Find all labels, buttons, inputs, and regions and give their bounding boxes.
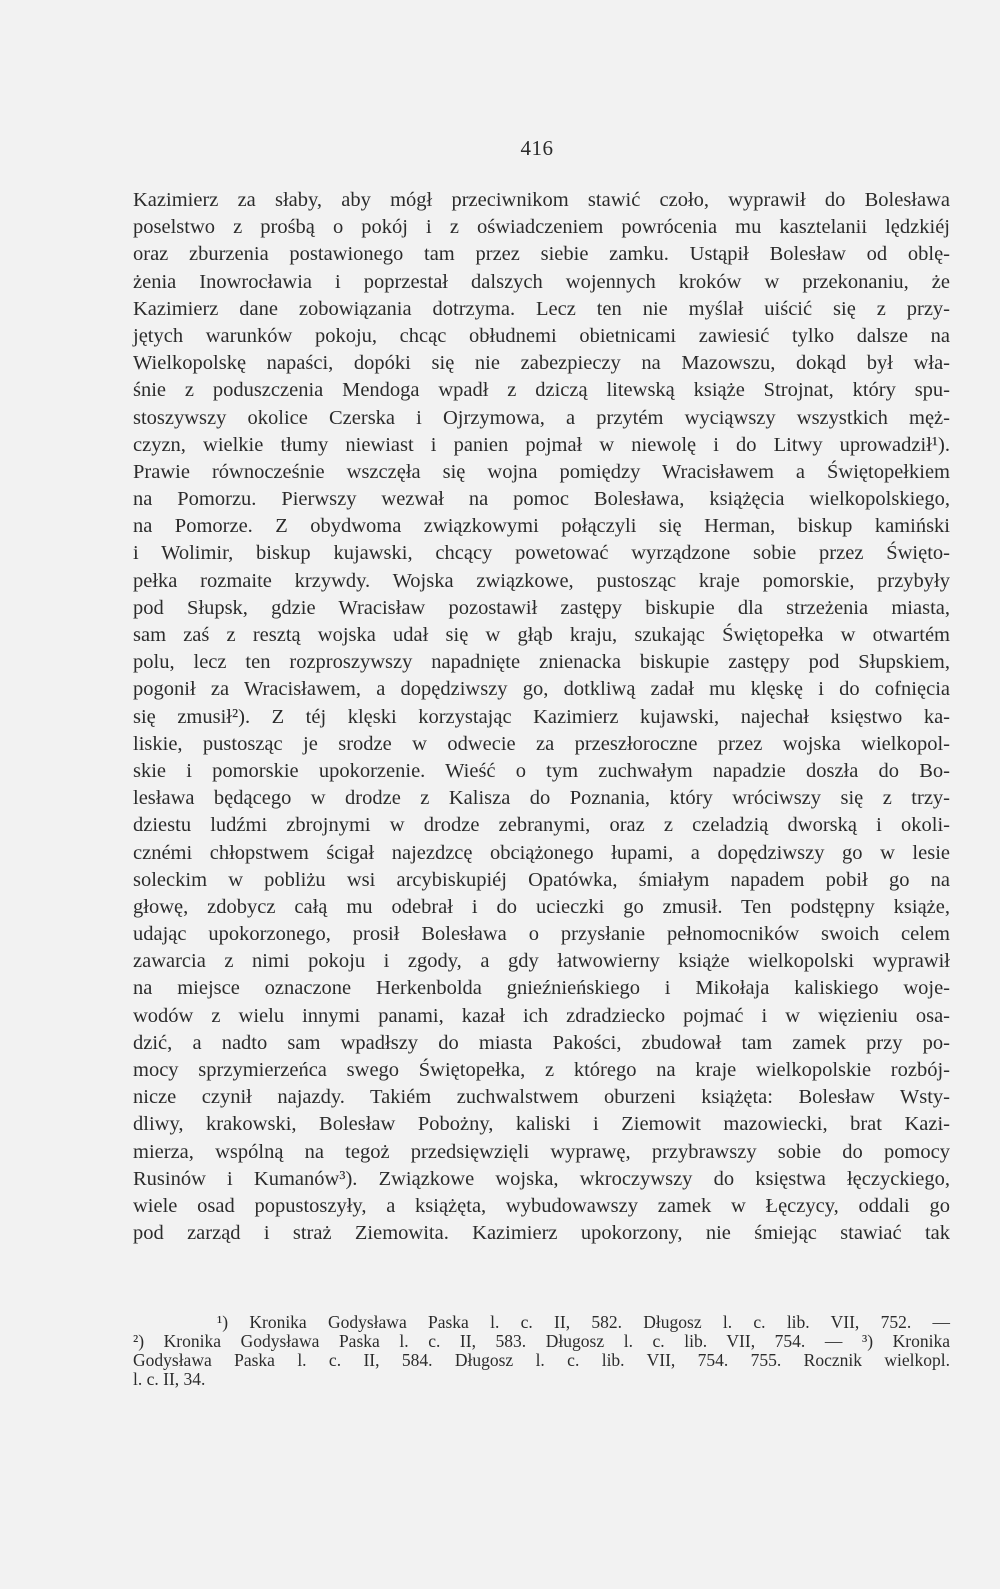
text-line: wiele osad popustoszyły, a książęta, wybudowawszy zamek w Łęczycy, oddali go [133, 1194, 950, 1217]
text-line: dzić, a nadto sam wpadłszy do miasta Pakości, zbudował tam zamek przy po- [133, 1031, 950, 1054]
text-line: jętych warunków pokoju, chcąc obłudnemi obietnicami zawiesić tylko dalsze na [133, 324, 950, 347]
text-line: nicze czynił najazdy. Takiém zuchwalstwem oburzeni książęta: Bolesław Wsty- [133, 1086, 950, 1109]
text-line: pogonił za Wracisławem, a dopędziwszy go, dotkliwą zadał mu klęskę i do cofnięcia [133, 678, 950, 701]
text-line: oraz zburzenia postawionego tam przez siebie zamku. Ustąpił Bolesław od oblę- [133, 243, 950, 266]
text-line: pod Słupsk, gdzie Wracisław pozostawił zastępy biskupie dla strzeżenia miasta, [133, 596, 950, 619]
footnote-line: ¹) Kronika Godysława Paska l. c. II, 582. Długosz l. c. lib. VII, 752. — [217, 1312, 950, 1332]
text-line: stoszywszy okolice Czerska i Ojrzymowa, a przytém wyciąwszy wszystkich męż- [133, 406, 950, 429]
footnote-line: l. c. II, 34. [133, 1369, 206, 1389]
text-line: skie i pomorskie upokorzenie. Wieść o tym zuchwałym napadzie doszła do Bo- [133, 759, 950, 782]
text-line: Kazimierz dane zobowiązania dotrzyma. Lecz ten nie myślał uiścić się z przy- [133, 297, 950, 320]
text-line: soleckim w pobliżu wsi arcybiskupiéj Opatówka, śmiałym napadem pobił go na [133, 868, 950, 891]
text-line: Wielkopolskę napaści, dopóki się nie zabezpieczy na Mazowszu, dokąd był wła- [133, 352, 950, 375]
text-line: na miejsce oznaczone Herkenbolda gnieźnieńskiego i Mikołaja kaliskiego woje- [133, 977, 950, 1000]
text-line: pełka rozmaite krzywdy. Wojska związkowe, pustosząc kraje pomorskie, przybyły [133, 569, 950, 592]
text-line: na Pomorzu. Pierwszy wezwał na pomoc Bolesława, książęcia wielkopolskiego, [133, 488, 950, 511]
page-number: 416 [520, 136, 554, 160]
text-line: czyzn, wielkie tłumy niewiast i panien pojmał w niewolę i do Litwy uprowadził¹). [133, 433, 950, 456]
footnote-line: ²) Kronika Godysława Paska l. c. II, 583. Długosz l. c. lib. VII, 754. — ³) Kronika [133, 1331, 950, 1351]
text-line: polu, lecz ten rozproszywszy napadnięte znienacka biskupie zastępy pod Słupskiem, [133, 651, 950, 674]
text-line: pod zarząd i straż Ziemowita. Kazimierz upokorzony, nie śmiejąc stawiać tak [133, 1222, 950, 1245]
text-line: Prawie równocześnie wszczęła się wojna pomiędzy Wracisławem a Świętopełkiem [133, 460, 950, 483]
text-line: dliwy, krakowski, Bolesław Pobożny, kaliski i Ziemowit mazowiecki, brat Kazi- [133, 1113, 950, 1136]
text-line: Kazimierz za słaby, aby mógł przeciwnikom stawić czoło, wyprawił do Bolesława [133, 189, 950, 211]
text-line: poselstwo z prośbą o pokój i z oświadczeniem powrócenia mu kasztelanii lędzkiéj [133, 216, 950, 239]
text-line: i Wolimir, biskup kujawski, chcący powetować wyrządzone sobie przez Święto- [133, 542, 950, 565]
footnote-line: Godysława Paska l. c. II, 584. Długosz l. c. lib. VII, 754. 755. Rocznik wielkopl. [133, 1350, 950, 1370]
text-line: się zmusił²). Z téj klęski korzystając Kazimierz kujawski, najechał księstwo ka- [133, 705, 950, 728]
body-text [133, 187, 950, 1247]
footnotes [133, 1313, 950, 1389]
text-line: lesława będącego w drodze z Kalisza do Poznania, który wróciwszy się z trzy- [133, 787, 950, 810]
text-line: udając upokorzonego, prosił Bolesława o przysłanie pełnomocników swoich celem [133, 923, 950, 946]
text-line: cznémi chłopstwem ścigał najezdzcę obciążonego łupami, a dopędziwszy go w lesie [133, 841, 950, 864]
text-line: sam zaś z resztą wojska udał się w głąb kraju, szukając Świętopełka w otwartém [133, 624, 950, 646]
text-line: wodów z wielu innymi panami, kazał ich zdradziecko pojmać i w więzieniu osa- [133, 1004, 950, 1027]
text-line: mocy sprzymierzeńca swego Świętopełka, z którego na kraje wielkopolskie rozbój- [133, 1059, 950, 1081]
text-line: śnie z poduszczenia Mendoga wpadł z dziczą litewską książe Strojnat, który spu- [133, 379, 950, 402]
text-line: mierza, wspólną na tegoż przedsięwzięli wyprawę, przybrawszy sobie do pomocy [133, 1140, 950, 1163]
text-line: głowę, zdobycz całą mu odebrał i do ucieczki go zmusił. Ten podstępny książe, [133, 895, 950, 918]
text-line: Rusinów i Kumanów³). Związkowe wojska, wkroczywszy do księstwa łęczyckiego, [133, 1167, 950, 1190]
text-line: na Pomorze. Z obydwoma związkowymi połączyli się Herman, biskup kamiński [133, 515, 950, 538]
text-line: dziestu ludźmi zbrojnymi w drodze zebranymi, oraz z czeladzią dworską i okoli- [133, 814, 950, 837]
text-line: żenia Inowrocławia i poprzestał dalszych wojennych kroków w przekonaniu, że [133, 270, 950, 293]
text-line: liskie, pustosząc je srodze w odwecie za przeszłoroczne przez wojska wielkopol- [133, 732, 950, 755]
text-line: zawarcia z nimi pokoju i zgody, a gdy łatwowierny książe wielkopolski wyprawił [133, 950, 950, 973]
